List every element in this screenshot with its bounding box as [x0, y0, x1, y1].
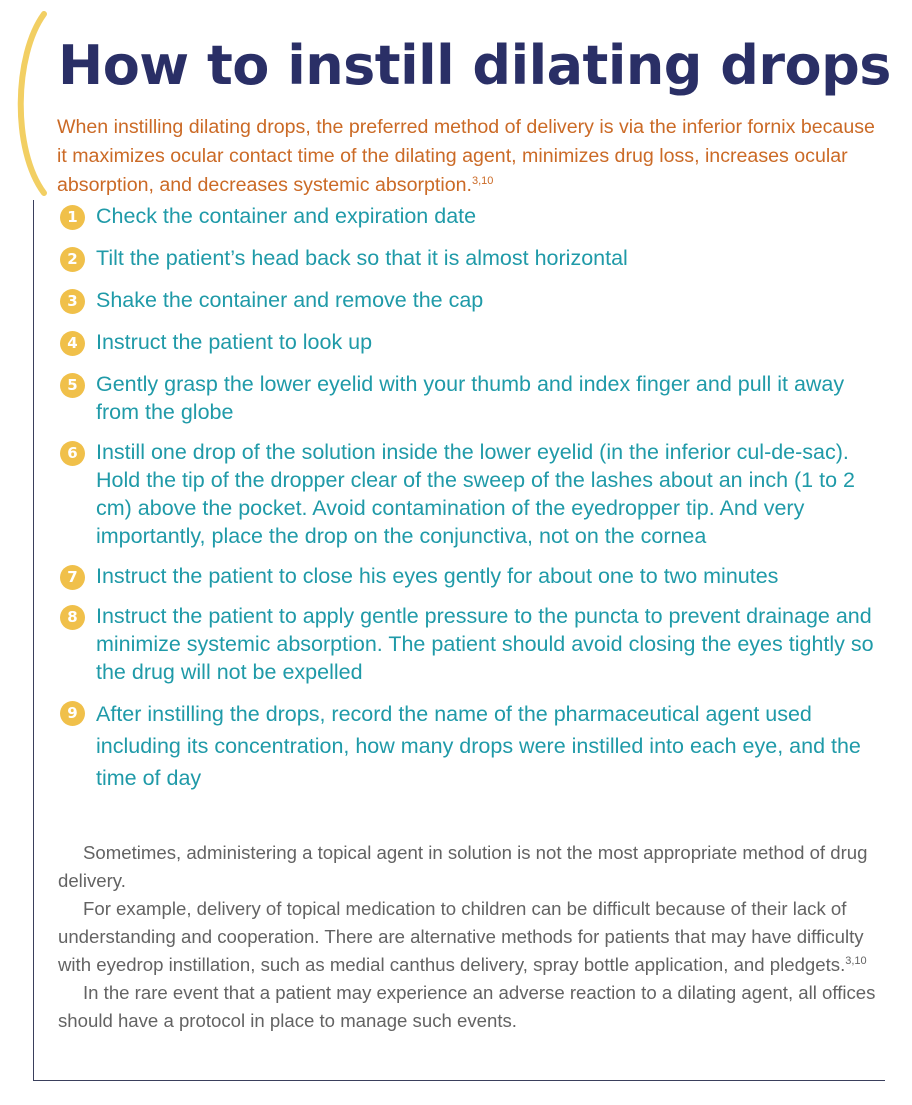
step-number-badge: 2: [60, 247, 85, 272]
step-text: Instruct the patient to look up: [96, 330, 373, 354]
step-number-badge: 8: [60, 605, 85, 630]
body-text: [58, 839, 888, 1035]
step-number-badge: 3: [60, 289, 85, 314]
body-paragraph-text: In the rare event that a patient may experience an adverse reaction to a dilating agent, all offices should have a protocol in place to manage such events.: [58, 982, 876, 1031]
step-item: [58, 370, 893, 426]
body-paragraph: [58, 895, 888, 979]
step-item: [58, 328, 893, 356]
body-citation: 3,10: [845, 955, 867, 967]
steps-list: [58, 202, 893, 794]
intro-paragraph: [57, 113, 887, 200]
intro-citation: 3,10: [471, 175, 494, 187]
step-number-badge: 5: [60, 373, 85, 398]
intro-text: When instilling dilating drops, the preferred method of delivery is via the inferior fornix because it maximizes ocular contact time of the dilating agent, minimizes drug loss, increases ocular absorption, and decreases systemic absorption.: [57, 116, 875, 196]
step-item: [58, 698, 893, 794]
step-text: Instruct the patient to apply gentle pressure to the puncta to prevent drainage and minimize systemic absorption. The patient should avoid closing the eyes tightly so the drug will not be expelled: [96, 604, 874, 684]
step-number-badge: 6: [60, 441, 85, 466]
step-number-badge: 1: [60, 205, 85, 230]
page-title: How to instill dilating drops: [58, 34, 891, 97]
body-paragraph-text: For example, delivery of topical medication to children can be difficult because of their lack of understanding and cooperation. There are alternative methods for patients that may have difficulty with eyedrop instillation, such as medial canthus delivery, spray bottle application, and pledgets.: [58, 898, 864, 975]
frame-bottom-border: [33, 1080, 885, 1081]
frame-left-border: [33, 200, 34, 1081]
step-text: Shake the container and remove the cap: [96, 288, 484, 312]
step-item: [58, 202, 893, 230]
step-item: [58, 286, 893, 314]
body-paragraph: [58, 979, 888, 1035]
step-item: [58, 562, 893, 590]
step-text: Check the container and expiration date: [96, 204, 477, 228]
step-text: After instilling the drops, record the name of the pharmaceutical agent used including its concentration, how many drops were instilled into each eye, and the time of day: [96, 702, 861, 790]
step-text: Tilt the patient’s head back so that it is almost horizontal: [96, 246, 628, 270]
step-number-badge: 9: [60, 701, 85, 726]
body-paragraph: [58, 839, 888, 895]
step-item: [58, 244, 893, 272]
step-item: [58, 438, 893, 550]
step-item: [58, 602, 893, 686]
step-number-badge: 4: [60, 331, 85, 356]
step-text: Instill one drop of the solution inside the lower eyelid (in the inferior cul-de-sac). Hold the tip of the dropper clear of the sweep of the lashes about an inch (1 to 2 cm) above the pocket. Avoid contamination of the eyedropper tip. And very importantly, place the drop on the conjunctiva, not on the cornea: [96, 440, 855, 548]
body-paragraph-text: Sometimes, administering a topical agent in solution is not the most appropriate method of drug delivery.: [58, 842, 868, 891]
step-number-badge: 7: [60, 565, 85, 590]
step-text: Gently grasp the lower eyelid with your thumb and index finger and pull it away from the globe: [96, 372, 845, 424]
step-text: Instruct the patient to close his eyes gently for about one to two minutes: [96, 564, 779, 588]
